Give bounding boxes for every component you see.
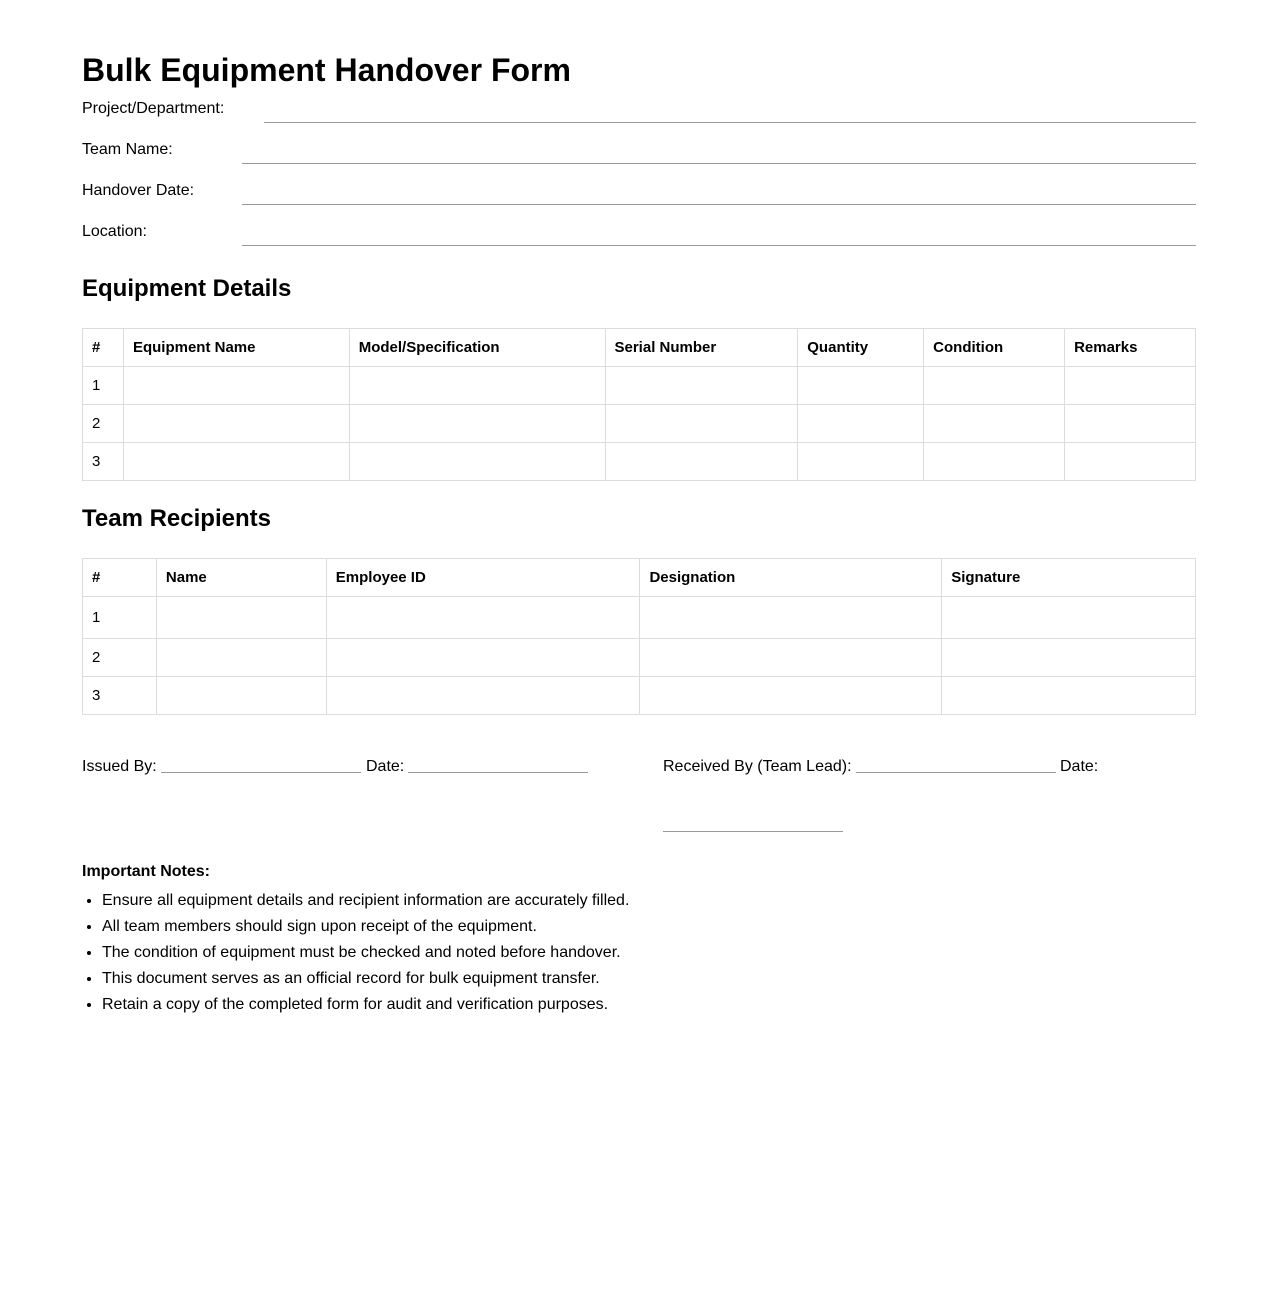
column-header: Name <box>156 559 326 597</box>
column-header: Employee ID <box>326 559 640 597</box>
table-header-row <box>83 559 1196 597</box>
table-row <box>83 677 1196 715</box>
header-fields <box>82 92 1196 256</box>
issued-by-label: Issued By: <box>82 758 157 775</box>
row-number: 1 <box>83 597 157 639</box>
equipment-name-cell[interactable] <box>123 367 349 405</box>
designation-cell[interactable] <box>640 597 942 639</box>
column-header: Signature <box>942 559 1196 597</box>
equipment-name-cell[interactable] <box>123 443 349 481</box>
column-header: Condition <box>924 329 1065 367</box>
page-title: Bulk Equipment Handover Form <box>82 52 571 88</box>
location-field <box>82 215 1196 256</box>
model-cell[interactable] <box>349 443 605 481</box>
field-label: Team Name: <box>82 141 173 158</box>
table-row <box>83 367 1196 405</box>
row-number: 1 <box>83 367 124 405</box>
issued-date-line[interactable] <box>408 772 588 773</box>
employee-id-cell[interactable] <box>326 597 640 639</box>
column-header: Quantity <box>798 329 924 367</box>
handover-date-field <box>82 174 1196 215</box>
notes-list <box>82 888 1196 1018</box>
condition-cell[interactable] <box>924 443 1065 481</box>
table-row <box>83 639 1196 677</box>
employee-id-cell[interactable] <box>326 677 640 715</box>
table-row <box>83 597 1196 639</box>
signature-cell[interactable] <box>942 597 1196 639</box>
model-cell[interactable] <box>349 405 605 443</box>
serial-number-cell[interactable] <box>605 405 798 443</box>
remarks-cell[interactable] <box>1065 405 1196 443</box>
received-by-signature-line[interactable] <box>856 772 1056 773</box>
column-header: # <box>83 329 124 367</box>
table-row <box>83 443 1196 481</box>
equipment-details-heading: Equipment Details <box>82 275 292 302</box>
received-by-label: Received By (Team Lead): <box>663 758 852 775</box>
column-header: # <box>83 559 157 597</box>
received-date-label: Date: <box>1060 758 1099 775</box>
column-header: Equipment Name <box>123 329 349 367</box>
list-item: • All team members should sign upon receipt of the equipment. <box>102 914 1196 940</box>
recipients-table <box>82 558 1196 715</box>
list-item: • This document serves as an official record for bulk equipment transfer. <box>102 966 1196 992</box>
field-label: Location: <box>82 223 147 240</box>
signature-cell[interactable] <box>942 677 1196 715</box>
condition-cell[interactable] <box>924 367 1065 405</box>
location-input[interactable] <box>242 245 1196 246</box>
name-cell[interactable] <box>156 597 326 639</box>
row-number: 3 <box>83 443 124 481</box>
column-header: Designation <box>640 559 942 597</box>
issued-by-signature-line[interactable] <box>161 772 361 773</box>
field-label: Project/Department: <box>82 100 225 117</box>
field-label: Handover Date: <box>82 182 195 199</box>
quantity-cell[interactable] <box>798 405 924 443</box>
received-date-line[interactable] <box>663 831 843 832</box>
quantity-cell[interactable] <box>798 367 924 405</box>
column-header: Model/Specification <box>349 329 605 367</box>
table-header-row <box>83 329 1196 367</box>
serial-number-cell[interactable] <box>605 367 798 405</box>
designation-cell[interactable] <box>640 677 942 715</box>
column-header: Serial Number <box>605 329 798 367</box>
remarks-cell[interactable] <box>1065 367 1196 405</box>
condition-cell[interactable] <box>924 405 1065 443</box>
project-department-field <box>82 92 1196 133</box>
team-name-field <box>82 133 1196 174</box>
name-cell[interactable] <box>156 639 326 677</box>
signoff-section <box>82 758 1196 838</box>
important-notes <box>82 862 1196 1018</box>
row-number: 2 <box>83 639 157 677</box>
handover-date-input[interactable] <box>242 204 1196 205</box>
designation-cell[interactable] <box>640 639 942 677</box>
team-name-input[interactable] <box>242 163 1196 164</box>
remarks-cell[interactable] <box>1065 443 1196 481</box>
row-number: 2 <box>83 405 124 443</box>
signature-cell[interactable] <box>942 639 1196 677</box>
equipment-table <box>82 328 1196 481</box>
serial-number-cell[interactable] <box>605 443 798 481</box>
table-row <box>83 405 1196 443</box>
equipment-name-cell[interactable] <box>123 405 349 443</box>
handover-form <box>82 48 1196 715</box>
model-cell[interactable] <box>349 367 605 405</box>
issued-date-label: Date: <box>366 758 405 775</box>
employee-id-cell[interactable] <box>326 639 640 677</box>
team-recipients-heading: Team Recipients <box>82 505 271 532</box>
column-header: Remarks <box>1065 329 1196 367</box>
name-cell[interactable] <box>156 677 326 715</box>
project-department-input[interactable] <box>264 122 1196 123</box>
quantity-cell[interactable] <box>798 443 924 481</box>
row-number: 3 <box>83 677 157 715</box>
list-item: • Retain a copy of the completed form for audit and verification purposes. <box>102 992 1196 1018</box>
list-item: • The condition of equipment must be checked and noted before handover. <box>102 940 1196 966</box>
notes-title: Important Notes: <box>82 863 210 880</box>
list-item: • Ensure all equipment details and recipient information are accurately filled. <box>102 888 1196 914</box>
